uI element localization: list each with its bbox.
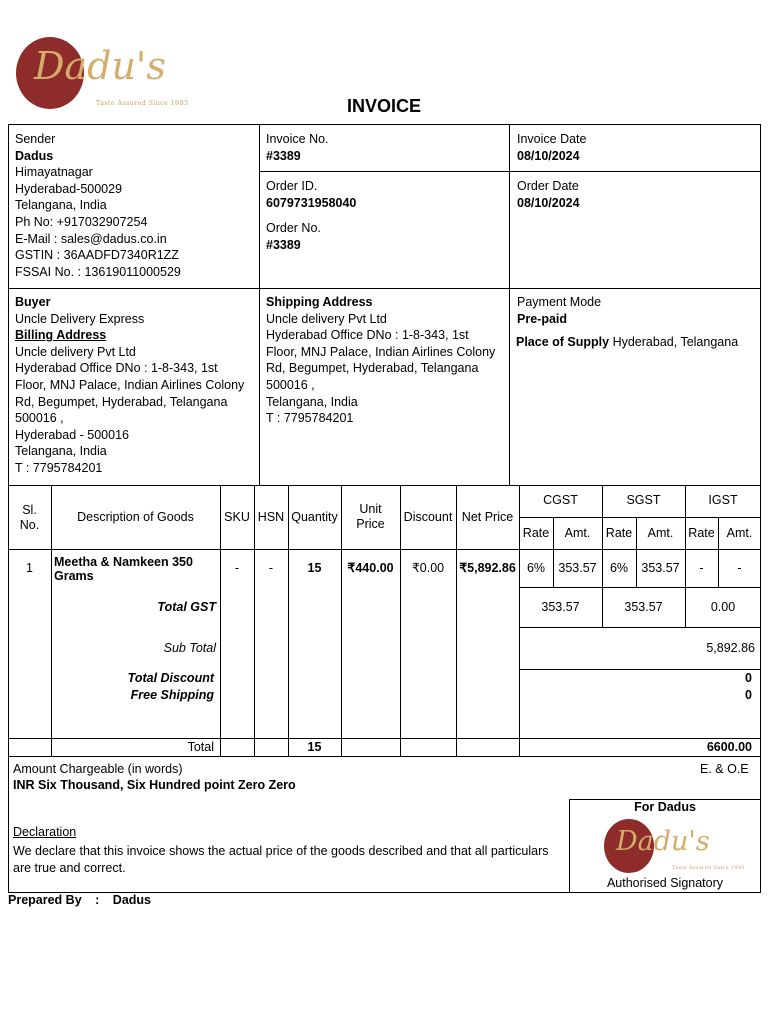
sub-total-label: Sub Total xyxy=(163,641,216,655)
item-cgst-amt: 353.57 xyxy=(558,561,597,575)
invoice-date-label: Invoice Date xyxy=(517,132,587,146)
total-discount-label: Total Discount xyxy=(127,671,214,685)
shipping-heading: Shipping Address xyxy=(266,295,373,309)
signatory-logo xyxy=(602,818,745,874)
order-number-block xyxy=(266,220,506,253)
sender-line: FSSAI No. : 13619011000529 xyxy=(15,264,181,279)
for-dadus: For Dadus xyxy=(634,800,696,814)
billing-line: Hyderabad Office DNo : 1-8-343, 1st xyxy=(15,361,218,376)
invoice-number-block xyxy=(266,131,506,164)
col-sgst-rate: Rate xyxy=(605,526,633,540)
shipping-line: Telangana, India xyxy=(266,394,358,409)
col-igst-amt: Amt. xyxy=(726,526,753,540)
col-sgst-amt: Amt. xyxy=(647,526,674,540)
page-title: INVOICE xyxy=(346,96,421,116)
place-of-supply xyxy=(516,334,761,351)
col-description: Description of Goods xyxy=(77,510,194,524)
signatory-logo-tagline: Taste Assured Since 1993 xyxy=(672,865,745,871)
sub-total-value: 5,892.86 xyxy=(706,641,755,655)
col-cgst-rate: Rate xyxy=(522,526,550,540)
item-sl: 1 xyxy=(26,561,33,575)
item-cgst-rate: 6% xyxy=(526,561,546,575)
col-net-price: Net Price xyxy=(461,510,514,524)
billing-line: Telangana, India xyxy=(15,444,107,459)
invoice-date: 08/10/2024 xyxy=(517,148,580,163)
col-cgst: CGST xyxy=(543,493,578,507)
billing-line: Uncle delivery Pvt Ltd xyxy=(15,344,136,359)
item-sgst-rate: 6% xyxy=(609,561,629,575)
order-id-label: Order ID. xyxy=(266,179,318,193)
supply-label: Place of Supply xyxy=(516,335,610,349)
sender-block xyxy=(15,131,255,280)
item-description-line: Grams xyxy=(54,569,94,583)
col-unit-price-line: Price xyxy=(356,517,385,531)
order-number: #3389 xyxy=(266,237,301,252)
total-gst-label: Total GST xyxy=(157,600,216,614)
declaration-text xyxy=(13,843,565,876)
invoice-number: #3389 xyxy=(266,148,301,163)
total-label: Total xyxy=(187,740,214,754)
item-hsn: - xyxy=(268,561,274,575)
billing-line: T : 7795784201 xyxy=(15,460,103,475)
col-sl xyxy=(8,503,51,533)
supply-value: Hyderabad, Telangana xyxy=(612,335,739,349)
col-sgst: SGST xyxy=(626,493,661,507)
col-discount: Discount xyxy=(403,510,453,524)
item-sgst-amt: 353.57 xyxy=(641,561,680,575)
sender-line: E-Mail : sales@dadus.co.in xyxy=(15,231,167,246)
prepared-by-name: Dadus xyxy=(112,893,151,907)
item-description xyxy=(54,555,218,583)
prepared-by xyxy=(8,893,151,907)
authorised-signatory: Authorised Signatory xyxy=(606,876,724,890)
amount-words: INR Six Thousand, Six Hundred point Zero Zero xyxy=(13,778,296,792)
payment-mode: Pre-paid xyxy=(517,311,568,326)
col-igst: IGST xyxy=(708,493,738,507)
col-igst-rate: Rate xyxy=(688,526,715,540)
sender-line: Hyderabad-500029 xyxy=(15,181,123,196)
declaration-line: are true and correct. xyxy=(13,860,126,875)
item-description-line: Meetha & Namkeen 350 xyxy=(54,555,193,569)
item-net-price: ₹5,892.86 xyxy=(459,561,516,575)
item-discount: ₹0.00 xyxy=(411,561,445,575)
item-unit-price: ₹440.00 xyxy=(347,561,394,575)
total-gst-cgst: 353.57 xyxy=(541,600,580,614)
sender-line: Telangana, India xyxy=(15,198,107,213)
col-cgst-amt: Amt. xyxy=(564,526,591,540)
col-sl-line: No. xyxy=(19,518,40,532)
grand-total: 6600.00 xyxy=(706,740,752,754)
billing-line: Hyderabad - 500016 xyxy=(15,427,129,442)
shipping-line: T : 7795784201 xyxy=(266,411,354,426)
shipping-line: Hyderabad Office DNo : 1-8-343, 1st xyxy=(266,328,469,343)
item-igst-rate: - xyxy=(699,561,704,575)
total-discount-value: 0 xyxy=(745,671,752,685)
item-igst-amt: - xyxy=(737,561,742,575)
col-unit-price-line: Unit xyxy=(359,502,382,516)
invoice-number-label: Invoice No. xyxy=(266,132,329,146)
logo-text: Dadu's xyxy=(34,44,166,88)
sender-name: Dadus xyxy=(15,148,54,163)
total-gst-igst: 0.00 xyxy=(710,600,736,614)
total-quantity: 15 xyxy=(307,740,322,754)
col-sl-line: Sl. xyxy=(22,503,37,517)
sender-line: Ph No: +917032907254 xyxy=(15,214,148,229)
buyer-block xyxy=(15,294,257,477)
col-quantity: Quantity xyxy=(291,510,338,524)
order-number-label: Order No. xyxy=(266,221,321,235)
order-id: 6079731958040 xyxy=(266,195,357,210)
shipping-line: Floor, MNJ Palace, Indian Airlines Colony xyxy=(266,344,496,359)
item-sku: - xyxy=(234,561,240,575)
shipping-block xyxy=(266,294,508,427)
eoe-note: E. & O.E xyxy=(700,762,749,776)
billing-line: Rd, Begumpet, Hyderabad, Telangana xyxy=(15,394,228,409)
logo-tagline: Taste Assured Since 1993 xyxy=(96,99,189,107)
shipping-line: Uncle delivery Pvt Ltd xyxy=(266,311,387,326)
sender-line: Himayatnagar xyxy=(15,165,93,180)
declaration-heading: Declaration xyxy=(13,825,77,839)
col-hsn: HSN xyxy=(257,510,285,524)
billing-line: 500016 , xyxy=(15,411,64,426)
sender-line: GSTIN : 36AADFD7340R1ZZ xyxy=(15,248,179,263)
sender-heading: Sender xyxy=(15,132,56,146)
prepared-by-label: Prepared By xyxy=(8,893,82,907)
order-date-block xyxy=(517,178,757,211)
col-unit-price xyxy=(341,502,400,532)
free-shipping-label: Free Shipping xyxy=(130,688,214,702)
total-gst-sgst: 353.57 xyxy=(624,600,663,614)
billing-heading: Billing Address xyxy=(15,328,107,343)
prepared-by-separator: : xyxy=(95,893,100,907)
free-shipping-value: 0 xyxy=(745,688,752,702)
amount-words-label: Amount Chargeable (in words) xyxy=(13,762,183,776)
payment-mode-label: Payment Mode xyxy=(517,295,602,309)
col-sku: SKU xyxy=(224,510,250,524)
shipping-line: 500016 , xyxy=(266,377,315,392)
buyer-heading: Buyer xyxy=(15,295,51,309)
order-date-label: Order Date xyxy=(517,179,579,193)
shipping-line: Rd, Begumpet, Hyderabad, Telangana xyxy=(266,361,479,376)
payment-block xyxy=(517,294,759,327)
item-quantity: 15 xyxy=(307,561,322,575)
invoice-date-block xyxy=(517,131,757,164)
buyer-name: Uncle Delivery Express xyxy=(15,311,145,326)
order-date: 08/10/2024 xyxy=(517,195,580,210)
billing-line: Floor, MNJ Palace, Indian Airlines Colony xyxy=(15,377,245,392)
order-id-block xyxy=(266,178,506,211)
signatory-logo-text: Dadu's xyxy=(616,826,710,857)
declaration-line: We declare that this invoice shows the actual price of the goods described and that all particulars xyxy=(13,844,549,858)
